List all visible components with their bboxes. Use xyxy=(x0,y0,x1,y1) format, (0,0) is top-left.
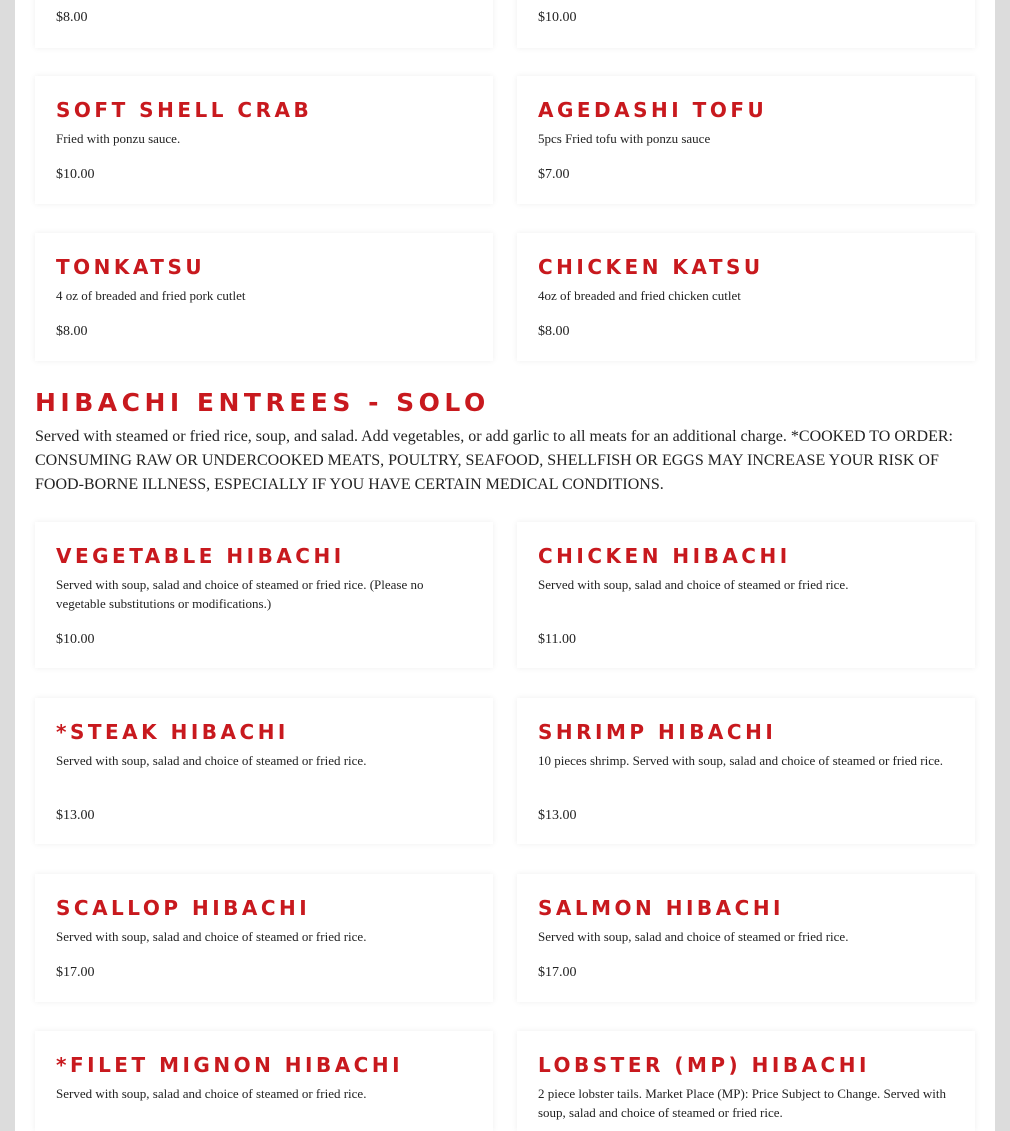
menu-item-description: 4oz of breaded and fried chicken cutlet xyxy=(538,288,741,303)
menu-page xyxy=(15,0,995,1131)
menu-item-price: $10.00 xyxy=(56,167,95,182)
menu-item-price: $10.00 xyxy=(56,632,95,647)
menu-item-description: 5pcs Fried tofu with ponzu sauce xyxy=(538,131,711,146)
menu-item-card xyxy=(517,0,975,48)
menu-item-card xyxy=(517,1031,975,1131)
menu-item-name: SCALLOP HIBACHI xyxy=(56,896,311,920)
menu-item-card xyxy=(35,698,493,844)
menu-item-card xyxy=(517,233,975,361)
menu-item-price: $13.00 xyxy=(56,808,95,823)
menu-item-description: Served with soup, salad and choice of steamed or fried rice. xyxy=(56,753,367,768)
menu-item-card xyxy=(35,76,493,204)
menu-item-card xyxy=(517,76,975,204)
menu-item-card xyxy=(35,522,493,668)
menu-item-price: $17.00 xyxy=(538,965,577,980)
menu-item-price: $8.00 xyxy=(56,324,88,339)
menu-item-name: CHICKEN KATSU xyxy=(538,255,764,279)
menu-item-card xyxy=(35,1031,493,1131)
menu-item-card xyxy=(35,233,493,361)
menu-item-price: $13.00 xyxy=(538,808,577,823)
menu-item-description: 4 oz of breaded and fried pork cutlet xyxy=(56,288,246,303)
menu-item-card xyxy=(517,874,975,1002)
menu-item-name: VEGETABLE HIBACHI xyxy=(56,544,345,568)
menu-item-description: Served with soup, salad and choice of steamed or fried rice. xyxy=(56,929,367,944)
menu-item-name: AGEDASHI TOFU xyxy=(538,98,768,122)
menu-item-description: Fried with ponzu sauce. xyxy=(56,131,181,146)
menu-item-card xyxy=(35,874,493,1002)
menu-item-price: $8.00 xyxy=(56,10,88,25)
menu-item-name: SHRIMP HIBACHI xyxy=(538,720,777,744)
menu-item-name: LOBSTER (MP) HIBACHI xyxy=(538,1053,870,1077)
menu-item-price: $7.00 xyxy=(538,167,570,182)
menu-item-card xyxy=(517,698,975,844)
menu-item-name: TONKATSU xyxy=(56,255,206,279)
menu-item-description: 2 piece lobster tails. Market Place (MP): Price Subject to Change. Served with soup, salad and choice of steamed or fried rice. xyxy=(538,1086,946,1120)
menu-item-name: *FILET MIGNON HIBACHI xyxy=(56,1053,404,1077)
menu-item-description: Served with soup, salad and choice of steamed or fried rice. xyxy=(538,929,849,944)
menu-item-description: 10 pieces shrimp. Served with soup, salad and choice of steamed or fried rice. xyxy=(538,753,944,768)
menu-item-name: SOFT SHELL CRAB xyxy=(56,98,313,122)
menu-item-price: $8.00 xyxy=(538,324,570,339)
section-description: Served with steamed or fried rice, soup, and salad. Add vegetables, or add garlic to all meats for an additional charge. *COOKED TO ORDER: CONSUMING RAW OR UNDERCOOKED MEATS, POULTRY, SEAFOOD, SHELLFISH OR EGGS MAY INCREASE YOUR RISK OF FOOD-BORNE ILLNESS, ESPECIALLY IF YOU HAVE CERTAIN MEDICAL CONDITIONS. xyxy=(35,428,953,493)
menu-item-price: $17.00 xyxy=(56,965,95,980)
menu-item-price: $11.00 xyxy=(538,632,576,647)
menu-item-description: Served with soup, salad and choice of steamed or fried rice. xyxy=(538,577,849,592)
menu-item-name: CHICKEN HIBACHI xyxy=(538,544,791,568)
menu-item-name: SALMON HIBACHI xyxy=(538,896,784,920)
menu-item-description: Served with soup, salad and choice of steamed or fried rice. xyxy=(56,1086,367,1101)
menu-item-card xyxy=(35,0,493,48)
section-title: HIBACHI ENTREES - SOLO xyxy=(35,388,490,417)
menu-item-price: $10.00 xyxy=(538,10,577,25)
menu-item-name: *STEAK HIBACHI xyxy=(56,720,289,744)
menu-item-card xyxy=(517,522,975,668)
menu-item-description: Served with soup, salad and choice of steamed or fried rice. (Please no vegetable substitutions or modifications.) xyxy=(56,577,424,611)
